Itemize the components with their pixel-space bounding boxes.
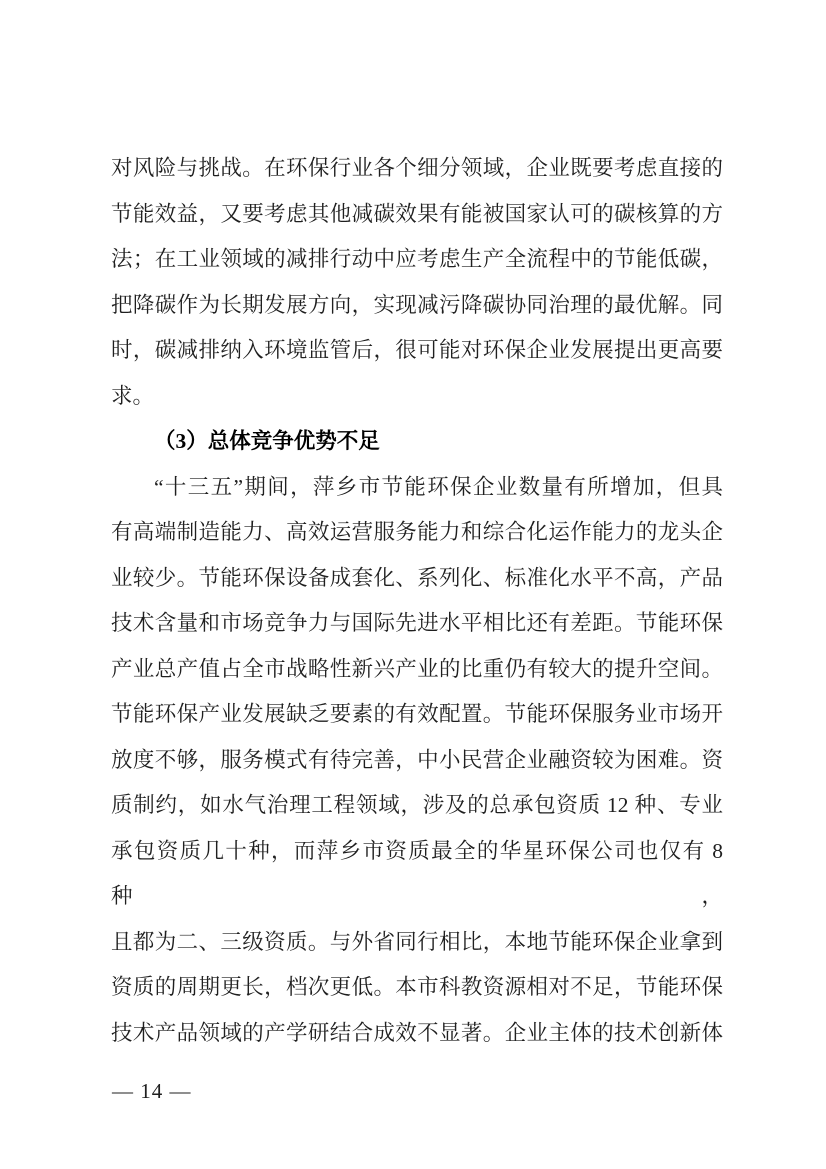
paragraph-line: 技术产品领域的产学研结合成效不显著。企业主体的技术创新体 — [111, 1020, 723, 1045]
page-number: — 14 — — [112, 1079, 192, 1103]
paragraph-line: 对风险与挑战。在环保行业各个细分领域，企业既要考虑直接的 — [111, 156, 723, 180]
paragraph-line: 放度不够，服务模式有待完善，中小民营企业融资较为困难。资 — [111, 747, 723, 772]
paragraph-line: 业较少。节能环保设备成套化、系列化、标准化水平不高，产品 — [111, 565, 723, 590]
paragraph-line: 节能环保产业发展缺乏要素的有效配置。节能环保服务业市场开 — [111, 702, 723, 726]
text-block — [111, 146, 729, 1056]
paragraph-line: 节能效益，又要考虑其他减碳效果有能被国家认可的碳核算的方 — [111, 201, 723, 226]
paragraph-line: 资质的周期更长，档次更低。本市科教资源相对不足，节能环保 — [111, 975, 723, 999]
paragraph-line: 技术含量和市场竞争力与国际先进水平相比还有差距。节能环保 — [111, 611, 723, 635]
paragraph-line: 承包资质几十种，而萍乡市资质最全的华星环保公司也仅有 8 种， — [111, 838, 729, 908]
paragraph-line: 且都为二、三级资质。与外省同行相比，本地节能环保企业拿到 — [111, 929, 723, 954]
paragraph-line: 质制约，如水气治理工程领域，涉及的总承包资质 12 种、专业 — [111, 793, 723, 817]
section-heading: （3）总体竞争优势不足 — [154, 429, 380, 453]
paragraph-line: 产业总产值占全市战略性新兴产业的比重仍有较大的提升空间。 — [111, 656, 723, 681]
paragraph-line: 把降碳作为长期发展方向，实现减污降碳协同治理的最优解。同 — [111, 292, 723, 317]
paragraph-line: “十三五”期间，萍乡市节能环保企业数量有所增加，但具 — [154, 474, 723, 499]
paragraph-line: 求。 — [111, 383, 155, 408]
paragraph-line: 有高端制造能力、高效运营服务能力和综合化运作能力的龙头企 — [111, 520, 723, 544]
paragraph-line: 时，碳减排纳入环境监管后，很可能对环保企业发展提出更高要 — [111, 338, 723, 362]
paragraph-line: 法；在工业领域的减排行动中应考虑生产全流程中的节能低碳， — [111, 247, 723, 271]
